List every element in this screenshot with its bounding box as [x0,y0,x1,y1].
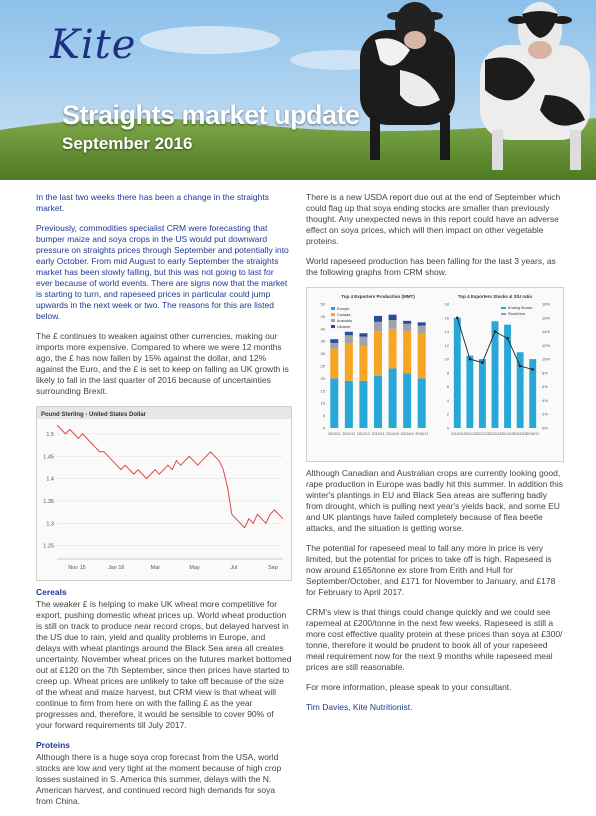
production-bar-canada [374,331,382,376]
legend-swatch-europe [331,307,335,310]
stocks-x-tick: 2013/14 [488,432,502,436]
legend-label-europe: Europe [337,307,350,311]
rapeseed-intro-paragraph: World rapeseed production has been falling for the last 3 years, as the following graphs from CRM show. [306,256,556,277]
stocks-y-tick: 0 [446,425,449,431]
y-tick-label: 1.45 [43,454,54,461]
production-y-tick: 25 [320,363,325,369]
production-bar-canada [389,329,397,369]
stock-use-point [456,317,459,320]
y-tick-label: 1.35 [43,498,54,505]
stocks-y2-tick: 0% [542,425,548,431]
chart-title: Pound Sterling - United States Dollar [41,412,147,418]
production-y-tick: 30 [320,351,325,357]
pound-paragraph: The £ continues to weaken against other currencies, making our imports more expensive. Compared to where we were 12 months ago, the £ has now fallen by 15% against the dollar, and 12% against the Euro, and the £ is set to keep on falling as UK growth is likely to fall in the last quarter of 2016 because of uncertainties surrounding Brexit. [36,331,289,396]
stocks-y-tick: 16 [444,315,449,321]
production-bar-australia [389,320,397,329]
cereals-paragraph: The weaker £ is helping to make UK wheat more competitive for export, pushing domestic wheat prices up. World wheat production is still on track to produce near record crops, but delayed harvest in the US due to rain, yield and quality problems in Europe, and delays with wheat plantings around the Black Sea area all creates uncertainty. November wheat prices on the futures market bottomed out at £120 on the 7th September, since then prices have started to creep up. Wheat prices are unlikely to take off because of the size of the wheat and maize harvest, but CRM view is that wheat will continue to firm from here on with the falling £ as the year progresses and, therefore, it would be sensible to cover 90% of your forward requirements till July 2017. [36,599,292,730]
production-bar-europe [418,378,426,428]
stocks-x-tick: 2016/17 [526,432,540,436]
legend-swatch-ukraine [331,325,335,328]
stocks-y-tick: 18 [444,301,449,307]
stock-use-point [494,330,497,333]
stocks-y-tick: 6 [446,384,449,390]
production-y-tick: 20 [320,375,325,381]
cereals-heading: Cereals [36,587,67,597]
stocks-y2-tick: 6% [542,384,548,390]
left-column [36,192,292,816]
stocks-x-tick: 2014/15 [501,432,515,436]
production-bar-ukraine [359,333,367,336]
stock-use-point [506,337,509,340]
x-tick-label: Sep [268,565,278,571]
production-y-tick: 0 [322,425,325,431]
stocks-x-tick: 2012/13 [475,432,489,436]
signature: Tim Davies, Kite Nutritionist. [306,702,413,712]
production-bar-canada [403,331,411,373]
production-bar-ukraine [374,316,382,322]
proteins-heading: Proteins [36,740,71,750]
crm-view-paragraph: CRM's view is that things could change quickly and we could see rapemeal at £200/tonne in the next few weeks. Rapeseed is still a more cost effective quality protein at these prices than soya at £300/ tonne, therefore it would be prudent to book all of your rapeseed meal requirement now for the next 9 months while rapeseed meal prices are still reasonable. [306,607,563,672]
proteins-paragraph: Although there is a huge soya crop forecast from the USA, world stocks are low and very tight at the moment because of high crop losses sustained in S. America this summer, delays with the N. American harvest, and continued record high demands for soya from China. [36,752,282,806]
x-tick-label: May [189,565,200,571]
stocks-y2-tick: 2% [542,411,548,417]
production-x-tick: 2011/12 [342,432,356,436]
page-subtitle: September 2016 [62,134,193,153]
stocks-y2-tick: 16% [542,315,551,321]
y-tick-label: 1.5 [46,431,54,438]
production-bar-ukraine [389,315,397,320]
stock-use-point [469,358,472,361]
production-bar-ukraine [418,322,426,325]
legend-swatch-australia [331,319,335,322]
stocks-chart-title: Top 4 Exporters Stocks & S/U ratio [457,294,533,299]
stocks-bar [504,325,511,428]
production-bar-canada [330,349,338,379]
kite-logo: Kite [50,22,137,68]
stocks-y-tick: 12 [444,342,449,348]
production-bar-australia [418,326,426,334]
legend-swatch-ending-stocks [501,307,506,309]
production-chart-title: Top 4 Exporters Production (MMT) [341,294,415,299]
rapeseed-charts-svg [307,290,563,456]
hero-banner [0,0,596,180]
y-tick-label: 1.4 [46,476,54,483]
production-bar-europe [345,381,353,428]
stocks-y2-tick: 14% [542,329,551,335]
legend-label-ukraine: Ukraine [337,325,351,329]
intro-paragraph: In the last two weeks there has been a change in the straights market. [36,192,269,213]
stock-use-point [531,368,534,371]
gbp-usd-series-line [57,425,283,528]
stocks-x-tick: 2015/16 [513,432,527,436]
stock-use-point [481,361,484,364]
production-y-tick: 35 [320,338,325,344]
usda-paragraph: There is a new USDA report due out at the end of September which could flag up that soya ending stocks are smaller than previously thought. Any unexpected news in this report could have an adverse effect on soya prices, which will then impact on other vegetable proteins. [306,192,561,246]
production-x-tick: 2014/15 [386,432,400,436]
legend-label-australia: Australia [337,319,352,323]
stocks-bar [454,318,461,428]
rapeseed-charts [306,287,564,462]
production-bar-canada [345,344,353,381]
y-tick-label: 1.3 [46,521,54,528]
legend-label-ending-stocks: Ending Stocks [508,306,533,310]
stocks-y2-tick: 18% [542,301,551,307]
stocks-y-tick: 10 [444,356,449,362]
production-bar-europe [374,376,382,428]
stocks-y-tick: 2 [446,411,449,417]
x-tick-label: Mar [150,565,161,571]
production-bar-ukraine [345,332,353,335]
production-x-tick: 2016/17 [415,432,429,436]
production-y-tick: 15 [320,388,325,394]
production-y-tick: 5 [322,413,325,419]
x-tick-label: Jul [230,565,238,571]
production-bar-canada [359,346,367,381]
production-x-tick: 2015/16 [400,432,414,436]
production-y-tick: 45 [320,313,325,319]
production-y-tick: 40 [320,326,325,332]
production-bar-australia [345,335,353,343]
production-bar-australia [359,337,367,346]
production-y-tick: 50 [320,301,325,307]
x-tick-label: Nov 15 [68,565,86,571]
stocks-x-tick: 2011/12 [463,432,477,436]
production-bar-australia [374,322,382,331]
production-bar-europe [359,381,367,428]
production-bar-australia [403,324,411,331]
stocks-bar [466,356,473,428]
stocks-y-tick: 4 [446,397,449,403]
production-bar-europe [389,368,397,428]
crops-paragraph: Although Canadian and Australian crops are currently looking good, rape production in Europe was badly hit this summer. In addition this winter's plantings in EU and Black Sea areas are suffering badly from drought, which is pulling next year's yields back, and some EU and UK plantings have failed completely because of flea beetle attacks, and the situation is getting worse. [306,468,564,533]
production-bar-ukraine [330,339,338,343]
legend-label-stock-use: Stock/Use [508,312,526,316]
stocks-y-tick: 8 [446,370,449,376]
production-x-tick: 2012/13 [356,432,370,436]
right-column [306,192,564,722]
stocks-y2-tick: 8% [542,370,548,376]
stock-use-point [519,365,522,368]
stocks-x-tick: 2010/11 [450,432,464,436]
production-x-tick: 2013/14 [371,432,385,436]
stocks-y-tick: 14 [444,329,449,335]
page-title: Straights market update [62,100,360,130]
stocks-bar [517,352,524,428]
x-tick-label: Jan 16 [107,565,125,571]
production-bar-australia [330,343,338,349]
stocks-bar [479,359,486,428]
lead-paragraph: Previously, commodities specialist CRM were forecasting that bumper maize and soya crops in the US would put downward pressure on straights prices through September and potentially into early October. From mid August to early September the straights market has been slowly falling, but this was not going to last for ever because of world events. There are signs now that the market is starting to turn, and rapeseed prices in particular could jump upwards in the next week or two. The reasons for this are listed below. [36,223,289,321]
production-bar-canada [418,334,426,379]
production-bar-ukraine [403,321,411,324]
gbp-usd-chart-svg [37,407,291,577]
y-tick-label: 1.25 [43,543,54,550]
contact-paragraph: For more information, please speak to your consultant. [306,682,512,692]
stocks-y2-tick: 12% [542,342,551,348]
stocks-y2-tick: 4% [542,397,548,403]
legend-swatch-canada [331,313,335,316]
legend-label-canada: Canada [337,313,351,317]
production-bar-europe [330,378,338,428]
gbp-usd-chart [36,406,292,581]
production-y-tick: 10 [320,400,325,406]
stocks-y2-tick: 10% [542,356,551,362]
production-x-tick: 2010/11 [327,432,341,436]
production-bar-europe [403,373,411,428]
meal-price-paragraph: The potential for rapeseed meal to fall any more in price is very limited, but the potential for prices to take off is high. Rapeseed is now around £165/tonne ex store from Erith and Hull for September/October, and £171 for November to January, and £178 for February to April 2017. [306,543,556,597]
